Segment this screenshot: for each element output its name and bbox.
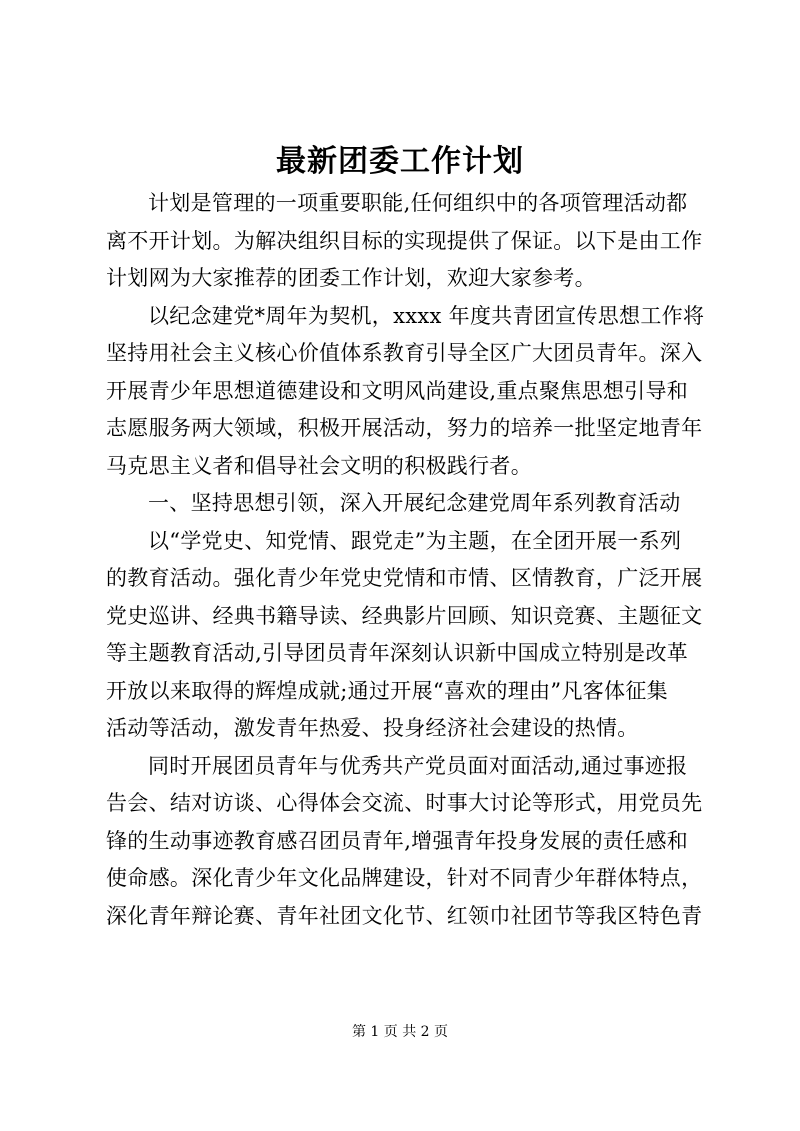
text-line: 活动等活动，激发青年热爱、投身经济社会建设的热情。 — [106, 716, 639, 740]
text-line: 马克思主义者和倡导社会文明的积极践行者。 — [106, 453, 532, 478]
text-line: 深化青年辩论赛、青年社团文化节、红领巾社团节等我区特色青 — [106, 903, 703, 928]
section-heading: 一、坚持思想引领，深入开展纪念建党周年系列教育活动 — [148, 491, 681, 515]
document-title: 最新团委工作计划 — [276, 144, 524, 179]
text-line: 以“学党史、知党情、跟党走”为主题，在全团开展一系列 — [148, 528, 682, 553]
text-line: 使命感。深化青少年文化品牌建设，针对不同青少年群体特点， — [106, 866, 703, 890]
text-line: 党史巡讲、经典书籍导读、经典影片回顾、知识竞赛、主题征文 — [106, 603, 703, 628]
text-line: 计划网为大家推荐的团委工作计划，欢迎大家参考。 — [106, 266, 596, 290]
text-line: 开放以来取得的辉煌成就;通过开展“喜欢的理由”凡客体征集 — [106, 678, 668, 703]
document-body — [106, 185, 706, 935]
text-line: 离不开计划。为解决组织目标的实现提供了保证。以下是由工作 — [106, 228, 703, 253]
page-number-footer: 第 1 页 共 2 页 — [351, 1024, 449, 1040]
text-line: 以纪念建党*周年为契机，xxxx 年度共青团宣传思想工作将 — [148, 303, 705, 328]
text-line: 同时开展团员青年与优秀共产党员面对面活动,通过事迹报 — [148, 753, 688, 778]
text-line: 计划是管理的一项重要职能,任何组织中的各项管理活动都 — [148, 191, 688, 215]
text-line: 告会、结对访谈、心得体会交流、时事大讨论等形式，用党员先 — [106, 791, 703, 815]
text-line: 的教育活动。强化青少年党史党情和市情、区情教育，广泛开展 — [106, 566, 703, 590]
text-line: 等主题教育活动,引导团员青年深刻认识新中国成立特别是改革 — [106, 641, 689, 665]
text-line: 坚持用社会主义核心价值体系教育引导全区广大团员青年。深入 — [106, 341, 703, 365]
text-line: 志愿服务两大领域，积极开展活动，努力的培养一批坚定地青年 — [106, 416, 703, 440]
text-line: 开展青少年思想道德建设和文明风尚建设,重点聚焦思想引导和 — [106, 378, 689, 403]
text-line: 锋的生动事迹教育感召团员青年,增强青年投身发展的责任感和 — [106, 828, 689, 853]
